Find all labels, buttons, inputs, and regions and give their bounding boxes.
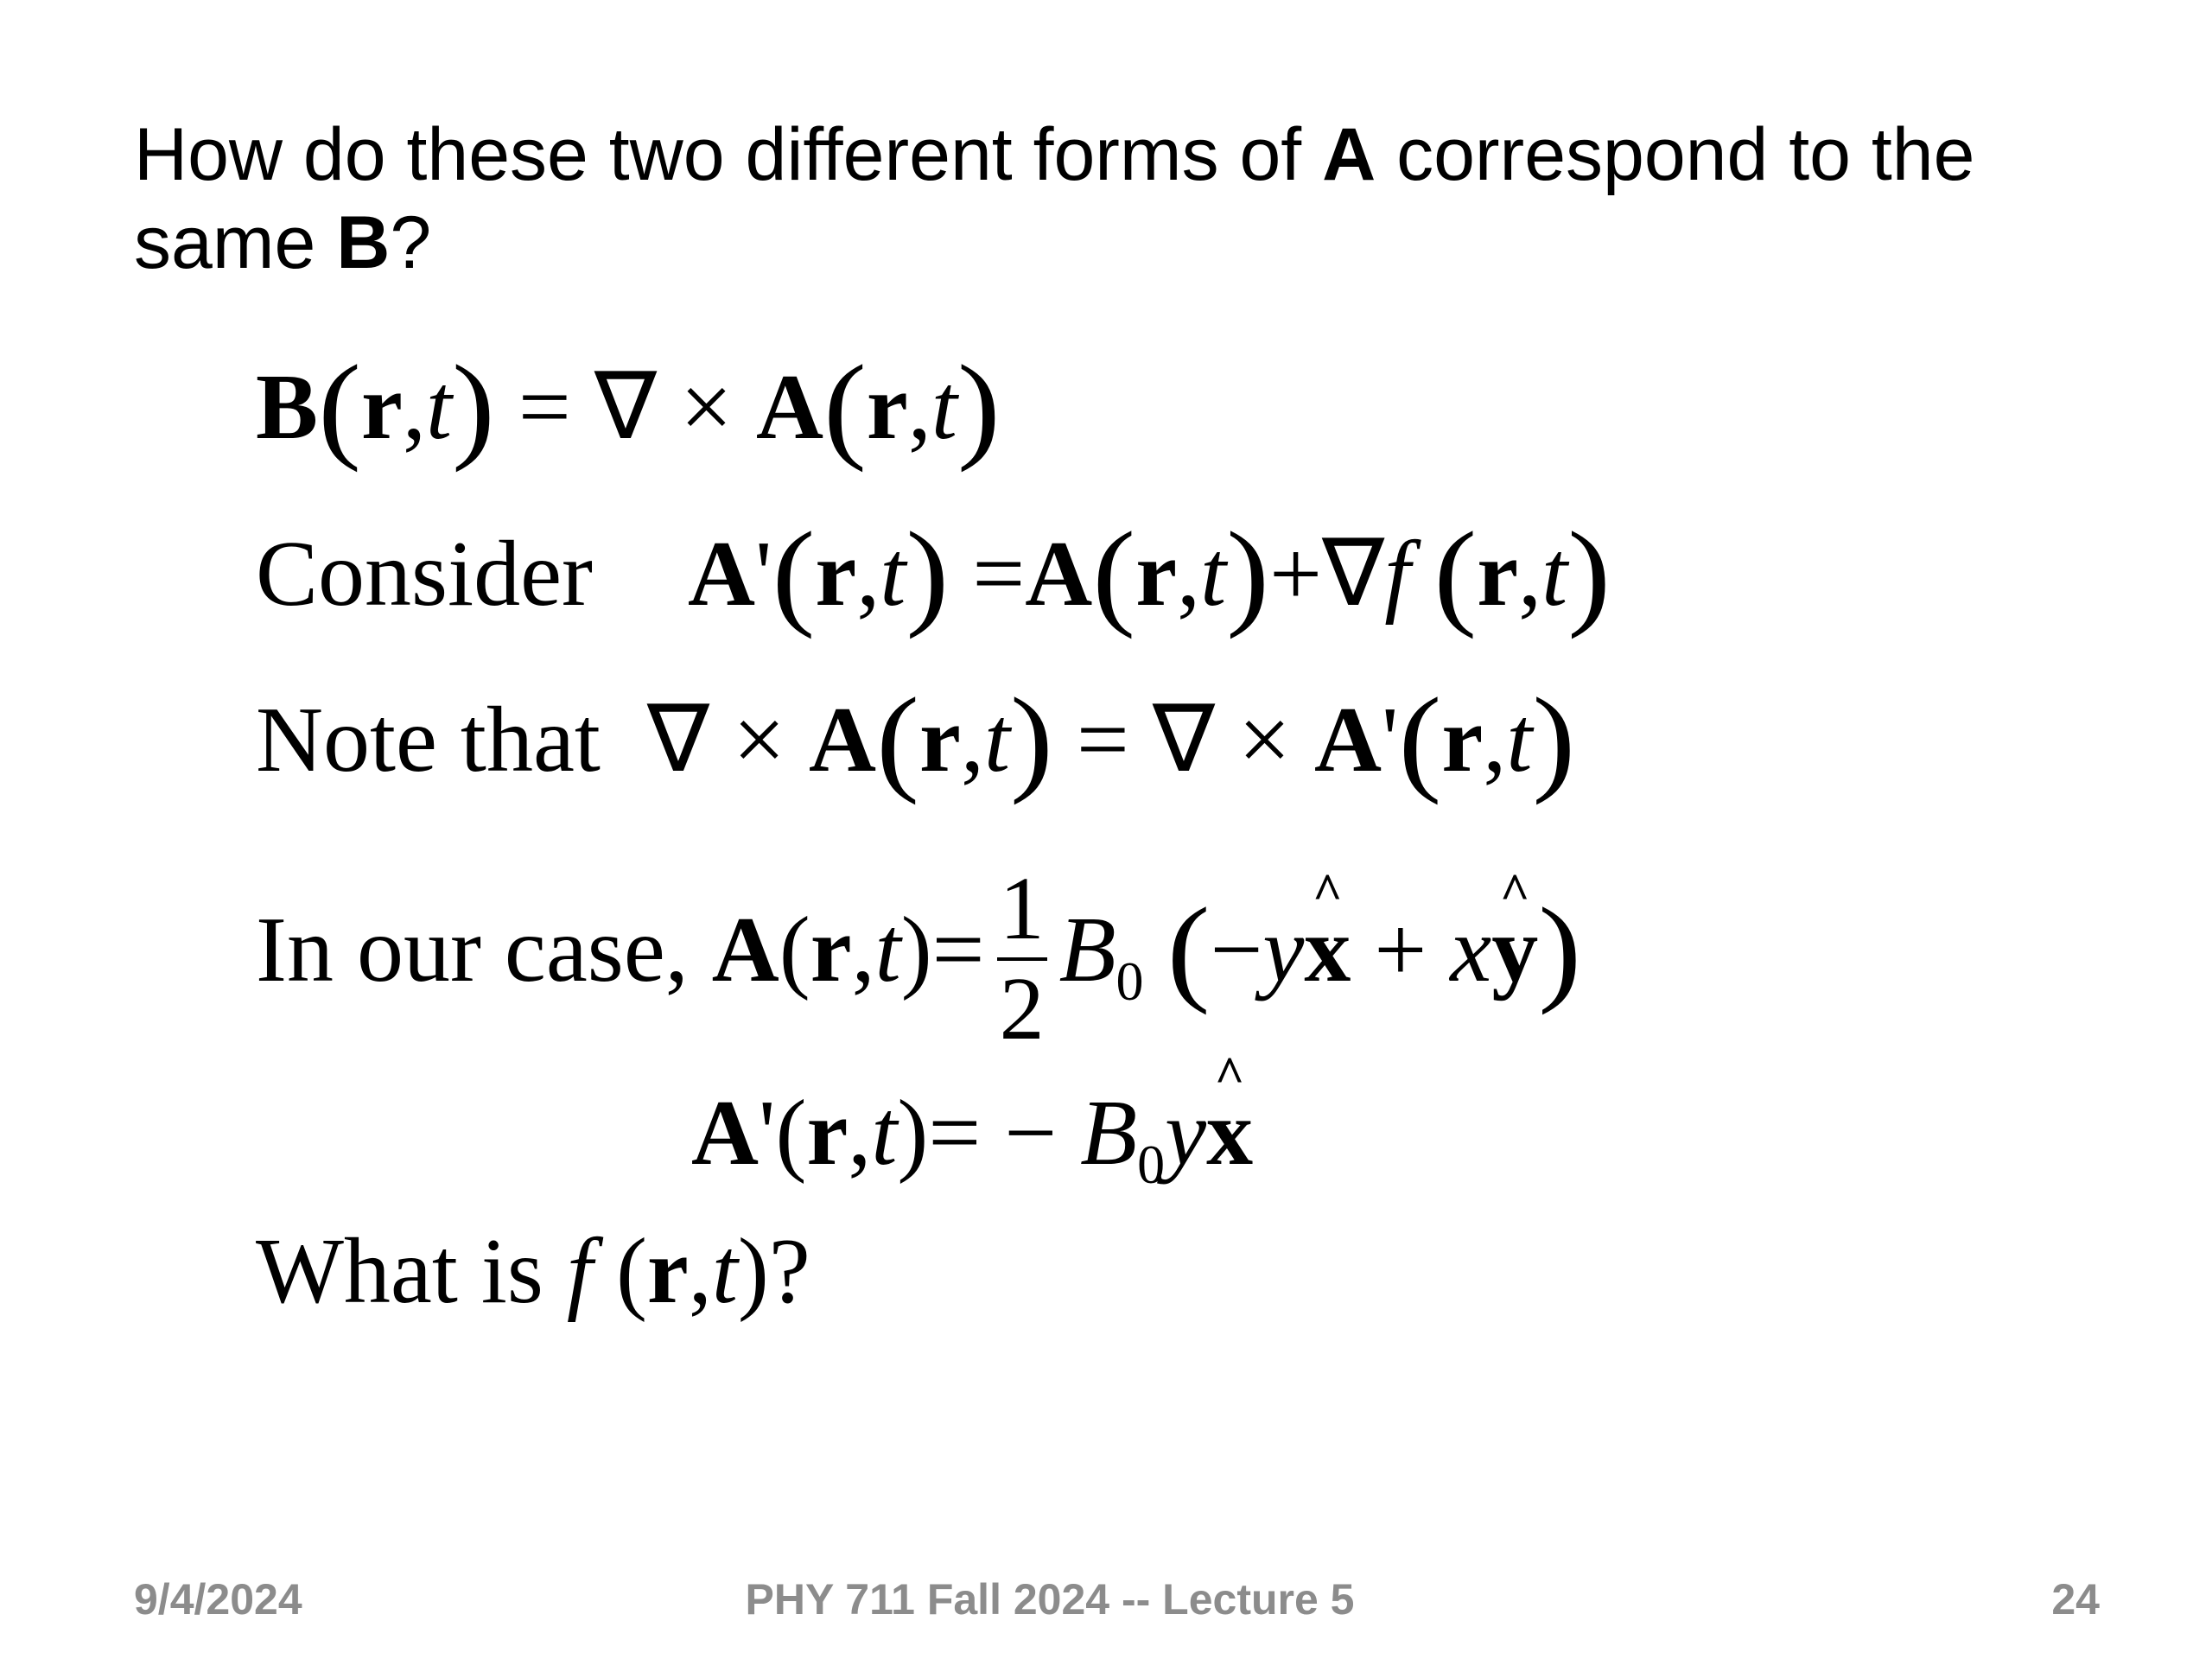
equation-curl-equality: Note that ∇ × A(r,t) = ∇ × A'(r,t) bbox=[256, 673, 1576, 806]
title-bold-A: A bbox=[1322, 113, 1376, 196]
slide-title bbox=[134, 111, 2121, 287]
consider-label: Consider bbox=[256, 523, 593, 626]
title-text-1: How do these two different forms of bbox=[134, 113, 1323, 196]
footer-date: 9/4/2024 bbox=[134, 1575, 302, 1624]
equation-curl-definition: B(r,t) = ∇ × A(r,t) bbox=[256, 340, 1001, 474]
title-bold-B: B bbox=[336, 201, 391, 284]
equation-gauge-transform: Consider A'(r,t) =A(r,t)+∇f (r,t) bbox=[256, 507, 1611, 640]
equation-symmetric-gauge: In our case, A(r,t)= $\frac{1}{2}$ $B_0$ (−y^ x + x^ y) bbox=[256, 864, 1581, 1054]
title-text-2: correspond to the bbox=[1376, 113, 1975, 196]
equation-landau-gauge: $A'(r,t)= - B_0y\^{}$ x bbox=[691, 1080, 1253, 1197]
question-label: What is bbox=[256, 1220, 543, 1323]
footer-page-number: 24 bbox=[2051, 1575, 2100, 1624]
case-label: In our case, bbox=[256, 898, 689, 1001]
footer-course: PHY 711 Fall 2024 -- Lecture 5 bbox=[745, 1575, 1355, 1624]
title-text-4: ? bbox=[390, 201, 432, 284]
question-line: What is f (r,t)? bbox=[256, 1220, 810, 1323]
note-label: Note that bbox=[256, 689, 601, 791]
title-text-3: same bbox=[134, 201, 337, 284]
